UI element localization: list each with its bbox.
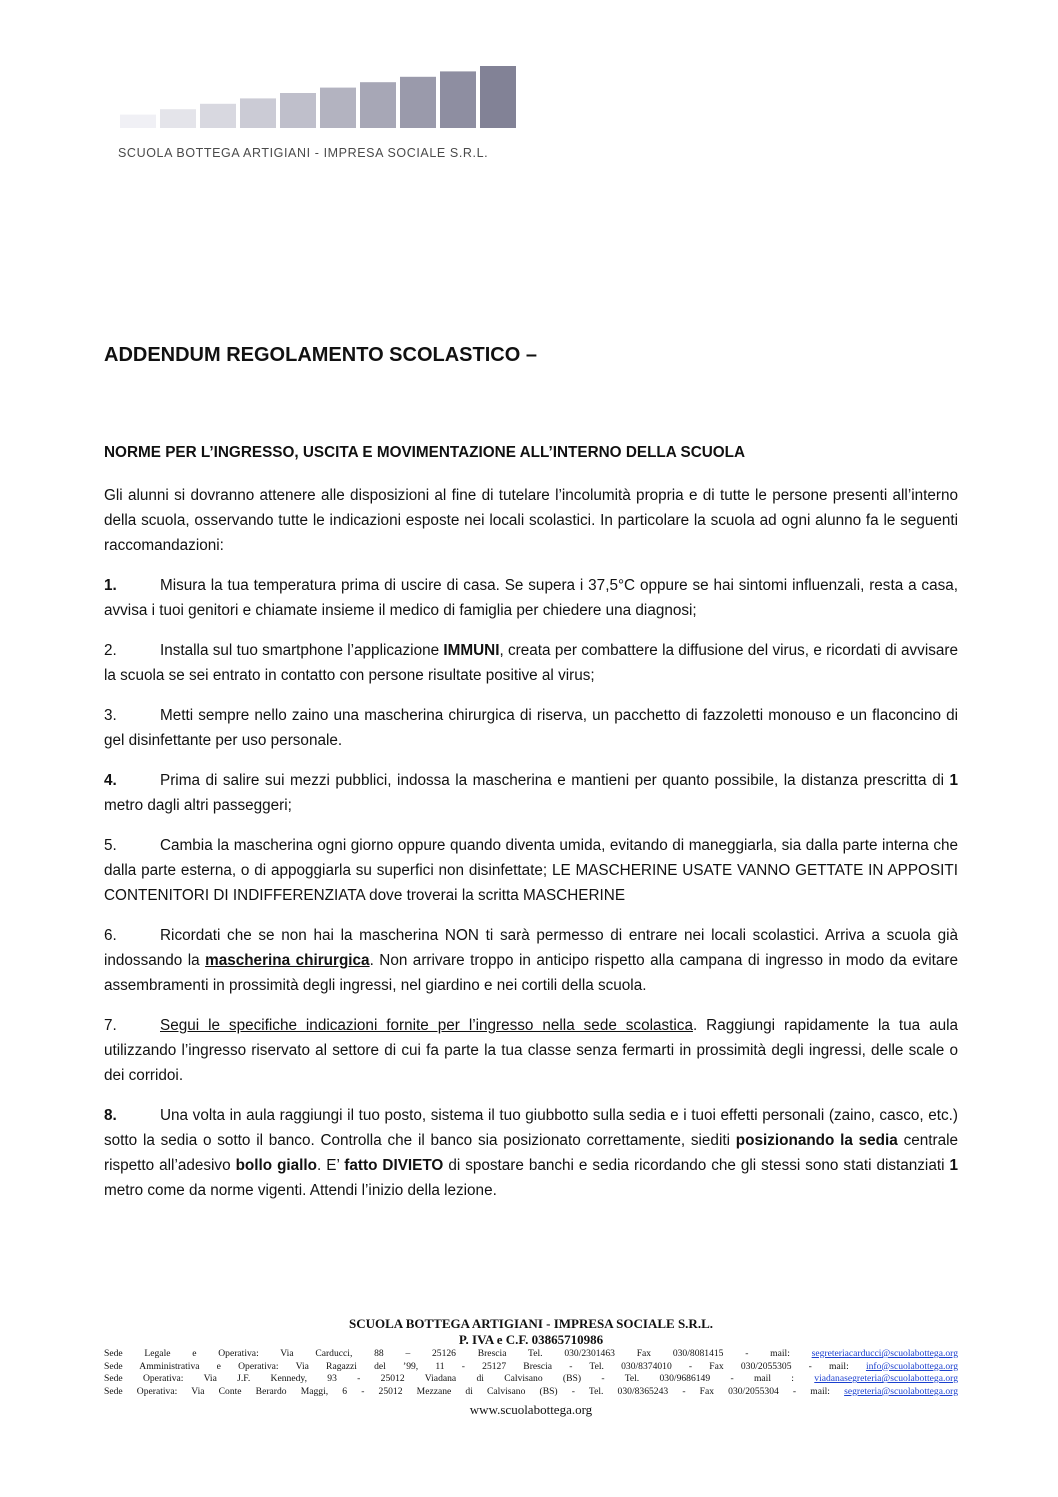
rule-item-6: 6. Ricordati che se non hai la mascherina NON ti sarà permesso di entrare nei locali scolastici. Arriva a scuola già indossando la mascherina chirurgica. Non arrivare troppo in anticipo rispetto alla campana di ingresso in modo da evitare assembramenti in prossimità degli ingressi, nel giardino e nei cortili della scuola. (104, 923, 958, 998)
rule-item-2: 2. Installa sul tuo smartphone l’applicazione IMMUNI, creata per combattere la diffusione del virus, e ricordati di avvisare la scuola se sei entrato in contatto con persone risultate positive al virus; (104, 638, 958, 688)
rule-item-8: 8. Una volta in aula raggiungi il tuo posto, sistema il tuo giubbotto sulla sedia e i tuoi effetti personali (zaino, casco, etc.) sotto la sedia o sotto il banco. Controlla che il banco sia posizionato correttamente, siediti posizionando la sedia centrale rispetto all’adesivo bollo giallo. E’ fatto DIVIETO di spostare banchi e sedia ricordando che gli stessi sono stati distanziati 1 metro come da norme vigenti. Attendi l’inizio della lezione. (104, 1103, 958, 1203)
rule-item-1: 1. Misura la tua temperatura prima di uscire di casa. Se supera i 37,5°C oppure se hai sintomi influenzali, resta a casa, avvisa i tuoi genitori e chiamate insieme il medico di famiglia per chiedere una diagnosi; (104, 573, 958, 623)
logo-bars-graphic (120, 66, 520, 128)
logo-bar (360, 82, 396, 128)
footer-address-line: Sede Operativa: Via J.F. Kennedy, 93 - 25012 Viadana di Calvisano (BS) - Tel. 030/9686149 - mail : viadanasegreteria@scuolabottega.org (104, 1373, 958, 1385)
school-logo (116, 66, 536, 166)
footer-email-link[interactable]: segreteriacarducci@scuolabottega.org (811, 1348, 958, 1359)
footer-website[interactable]: www.scuolabottega.org (469, 1402, 593, 1418)
section-heading: NORME PER L’INGRESSO, USCITA E MOVIMENTAZIONE ALL’INTERNO DELLA SCUOLA (104, 444, 746, 461)
rule-item-7: 7. Segui le specifiche indicazioni fornite per l’ingresso nella sede scolastica. Raggiungi rapidamente la tua aula utilizzando l’ingresso riservato al settore di cui fa parte la tua classe senza fermarti in prossimità degli ingressi, delle scale o dei corridoi. (104, 1013, 958, 1088)
rule-number: 3. (104, 707, 117, 724)
rule-item-4: 4. Prima di salire sui mezzi pubblici, indossa la mascherina e mantieni per quanto possibile, la distanza prescritta di 1 metro dagli altri passeggeri; (104, 768, 958, 818)
logo-text: SCUOLA BOTTEGA ARTIGIANI - IMPRESA SOCIALE S.R.L. (118, 146, 489, 160)
logo-bar (280, 93, 316, 128)
rule-number: 7. (104, 1017, 117, 1034)
page-footer (104, 1316, 958, 1419)
logo-bar (440, 71, 476, 128)
logo-bar (120, 115, 156, 128)
footer-address-line: Sede Legale e Operativa: Via Carducci, 88 – 25126 Brescia Tel. 030/2301463 Fax 030/8081415 - mail: segreteriacarducci@scuolabottega.org (104, 1348, 958, 1359)
document-body (104, 440, 958, 1218)
footer-address-line: Sede Operativa: Via Conte Berardo Maggi, 6 - 25012 Mezzane di Calvisano (BS) - Tel. 030/8365243 - Fax 030/2055304 - mail: segreteria@scuolabottega.org (104, 1385, 958, 1397)
rule-item-3: 3. Metti sempre nello zaino una mascherina chirurgica di riserva, un pacchetto di fazzoletti monouso e un flaconcino di gel disinfettante per uso personale. (104, 703, 958, 753)
logo-bar (320, 88, 356, 128)
app-name: IMMUNI (443, 642, 500, 659)
footer-email-link[interactable]: segreteria@scuolabottega.org (844, 1385, 958, 1397)
rule-number: 1. (104, 577, 117, 594)
footer-email-link[interactable]: info@scuolabottega.org (865, 1360, 958, 1372)
rule-number: 5. (104, 837, 117, 854)
footer-vat: P. IVA e C.F. 03865710986 (458, 1332, 604, 1347)
logo-bar (160, 109, 196, 128)
rule-number: 6. (104, 927, 117, 944)
rule-number: 8. (104, 1107, 117, 1124)
logo-bar (200, 104, 236, 128)
logo-bar (480, 66, 516, 128)
rule-number: 2. (104, 642, 117, 659)
logo-bar (240, 98, 276, 128)
entry-instructions-emphasis: Segui le specifiche indicazioni fornite per l’ingresso nella sede scolastica (160, 1017, 693, 1034)
footer-company: SCUOLA BOTTEGA ARTIGIANI - IMPRESA SOCIALE S.R.L. (349, 1316, 713, 1331)
rule-number: 4. (104, 772, 117, 789)
footer-email-link[interactable]: viadanasegreteria@scuolabottega.org (814, 1373, 958, 1385)
logo-bar (400, 77, 436, 128)
footer-address-line: Sede Amministrativa e Operativa: Via Ragazzi del ’99, 11 - 25127 Brescia - Tel. 030/8374010 - Fax 030/2055305 - mail: info@scuolabottega.org (104, 1360, 958, 1372)
document-title: ADDENDUM REGOLAMENTO SCOLASTICO – (104, 344, 537, 366)
surgical-mask-emphasis: mascherina chirurgica (205, 952, 370, 969)
rule-item-5: 5. Cambia la mascherina ogni giorno oppure quando diventa umida, evitando di maneggiarla, sia dalla parte interna che dalla parte esterna, o di appoggiarla su superfici non disinfettate; LE MASCHERINE USATE VANNO GETTATE IN APPOSITI CONTENITORI DI INDIFFERENZIATA dove troverai la scritta MASCHERINE (104, 833, 958, 908)
intro-paragraph: Gli alunni si dovranno attenere alle disposizioni al fine di tutelare l’incolumità propria e di tutte le persone presenti all’interno della scuola, osservando tutte le indicazioni esposte nei locali scolastici. In particolare la scuola ad ogni alunno fa le seguenti raccomandazioni: (104, 487, 958, 554)
